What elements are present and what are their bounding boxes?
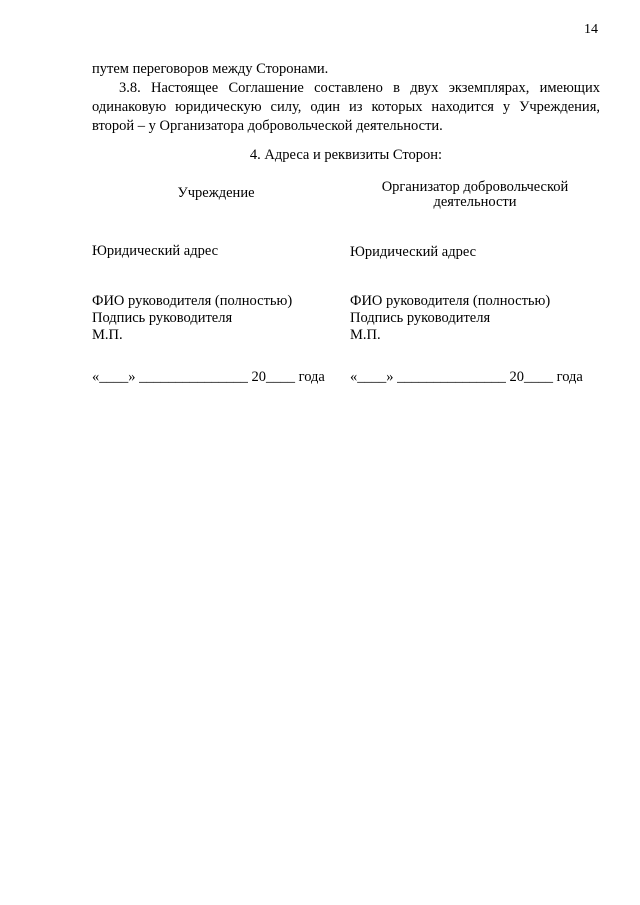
left-date-line: «____» _______________ 20____ года	[92, 369, 325, 385]
right-head-name-label: ФИО руководителя (полностью)	[350, 293, 551, 309]
left-legal-address-label: Юридический адрес	[92, 243, 219, 259]
paragraph-3-8: 3.8. Настоящее Соглашение составлено в двух экземплярах, имеющих одинаковую юридическую силу, один из которых находится у Учреждения, второй – у Организатора добровольческой деятельности.	[92, 80, 600, 134]
left-stamp-label: М.П.	[92, 327, 123, 343]
paragraph-continuation: путем переговоров между Сторонами.	[92, 61, 329, 77]
section-title: 4. Адреса и реквизиты Сторон:	[249, 147, 443, 163]
right-signature-block	[350, 293, 600, 344]
right-party-name-line-1: Организатор добровольческой	[381, 179, 569, 195]
left-head-name-label: ФИО руководителя (полностью)	[92, 293, 293, 309]
right-party-name-line-2: деятельности	[433, 194, 517, 210]
page-number: 14	[584, 22, 598, 37]
left-head-signature-label: Подпись руководителя	[92, 310, 233, 326]
left-signature-block	[92, 293, 340, 344]
right-party-name	[350, 180, 600, 210]
left-party-name: Учреждение	[177, 185, 255, 201]
right-legal-address-label: Юридический адрес	[350, 244, 477, 260]
right-date-line: «____» _______________ 20____ года	[350, 369, 583, 385]
right-head-signature-label: Подпись руководителя	[350, 310, 491, 326]
right-stamp-label: М.П.	[350, 327, 381, 343]
